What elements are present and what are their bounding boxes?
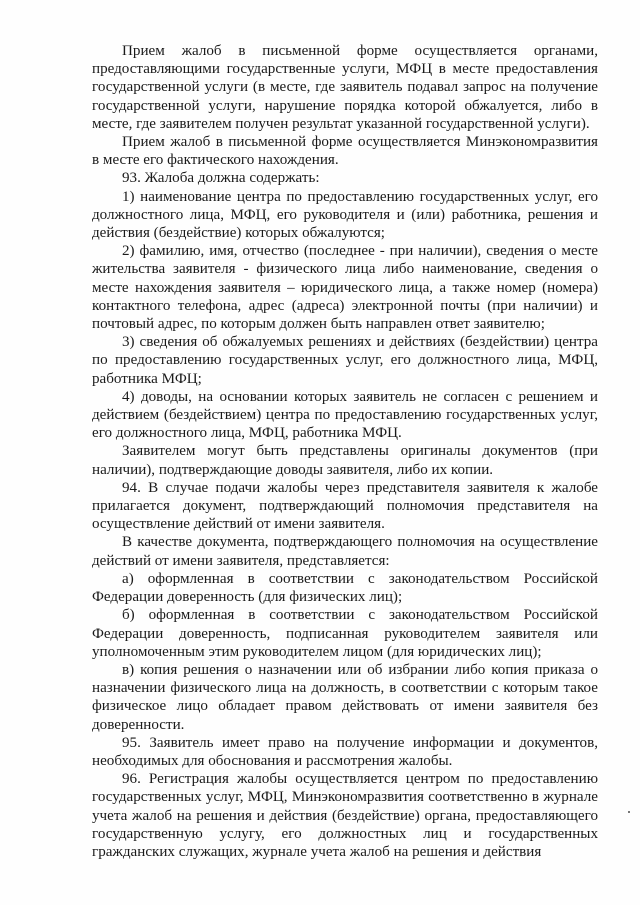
list-item-93-2: 2) фамилию, имя, отчество (последнее - при наличии), сведения о месте жительства заявителя - физического лица либо наименование, сведения о месте нахождения заявителя – юридического лица, а также номер (номера) контактного телефона, адрес (адреса) электронной почты (при наличии) и почтовый адрес, по которым должен быть направлен ответ заявителю; bbox=[92, 243, 598, 333]
paragraph-93-heading: 93. Жалоба должна содержать: bbox=[122, 170, 320, 187]
paragraph-94: 94. В случае подачи жалобы через представителя заявителя к жалобе прилагается документ, подтверждающий полномочия представителя на осуществление действий от имени заявителя. bbox=[92, 479, 598, 533]
list-item-93-1: 1) наименование центра по предоставлению государственных услуг, его должностного лица, МФЦ, его руководителя и (или) работника, решения и действия (бездействие) которых обжалуются; bbox=[92, 188, 598, 242]
paragraph-96: 96. Регистрация жалобы осуществляется центром по предоставлению государственных услуг, МФЦ, Минэкономразвития соответственно в журнале учета жалоб на решения и действия (бездействие) органа, предоставляющего государственную услугу, его должностных лиц и государственных гражданских служащих, журнале учета жалоб на решения и действия bbox=[92, 771, 598, 860]
paragraph-original-documents: Заявителем могут быть представлены оригиналы документов (при наличии), подтверждающие доводы заявителя, либо их копии. bbox=[92, 443, 598, 478]
document-body bbox=[92, 42, 598, 861]
list-item-b: б) оформленная в соответствии с законодательством Российской Федерации доверенность, подписанная руководителем заявителя или уполномоченным этим руководителем лицом (для юридических лиц); bbox=[92, 607, 598, 660]
paragraph-written-complaints-reception: Прием жалоб в письменной форме осуществляется органами, предоставляющими государственные услуги, МФЦ в месте предоставления государственной услуги (в месте, где заявитель подавал запрос на получение государственной услуги, нарушение порядка которой обжалуется, либо в месте, где заявителем получен результат указанной государственной услуги). bbox=[92, 43, 598, 132]
paragraph-authority-documents: В качестве документа, подтверждающего полномочия на осуществление действий от имени заявителя, представляется: bbox=[92, 534, 598, 569]
paragraph-95: 95. Заявитель имеет право на получение информации и документов, необходимых для обоснования и рассмотрения жалобы. bbox=[92, 734, 598, 769]
list-item-a: а) оформленная в соответствии с законодательством Российской Федерации доверенность (для физических лиц); bbox=[92, 570, 598, 606]
list-item-93-4: 4) доводы, на основании которых заявитель не согласен с решением и действием (бездействием) центра по предоставлению государственных услуг, его должностного лица, МФЦ, работника МФЦ. bbox=[92, 388, 598, 442]
scan-speck bbox=[628, 811, 630, 813]
list-item-v: в) копия решения о назначении или об избрании либо копия приказа о назначении физического лица на должность, в соответствии с которым такое физическое лицо обладает правом действовать от имени заявителя без доверенности. bbox=[92, 661, 598, 733]
list-item-93-3: 3) сведения об обжалуемых решениях и действиях (бездействии) центра по предоставлению государственных услуг, его должностного лица, МФЦ, работника МФЦ; bbox=[92, 334, 598, 387]
paragraph-ministry-reception: Прием жалоб в письменной форме осуществляется Минэкономразвития в месте его фактического нахождения. bbox=[92, 134, 598, 169]
